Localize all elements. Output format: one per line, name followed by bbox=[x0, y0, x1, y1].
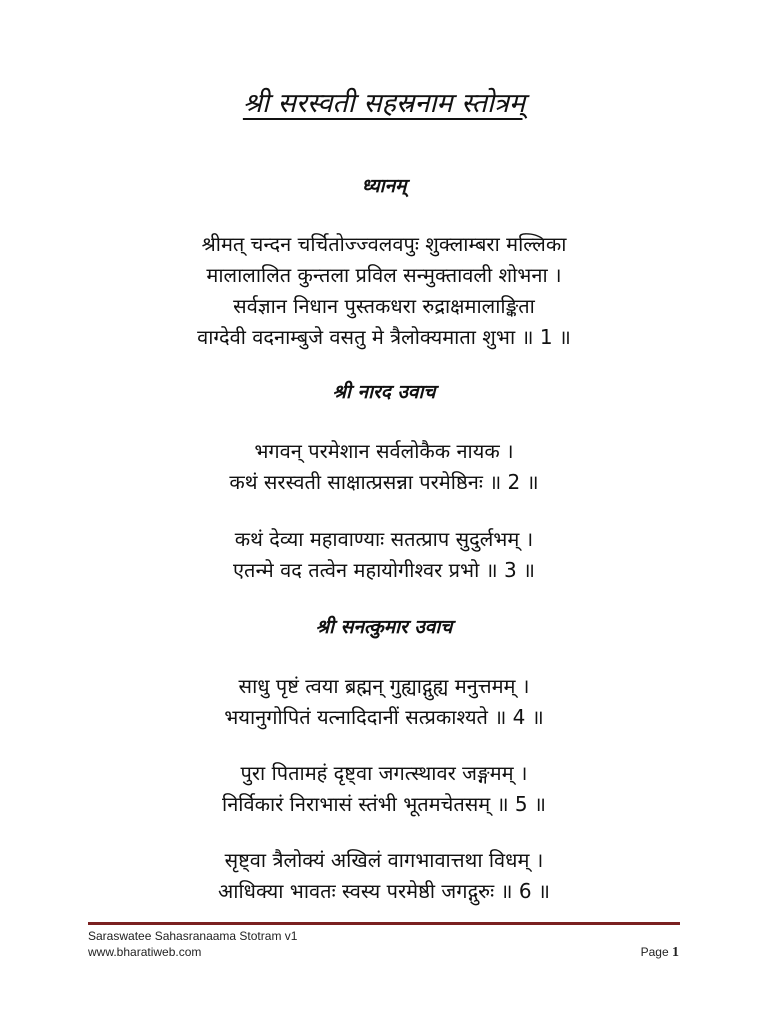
verse-line: निर्विकारं निराभासं स्तंभी भूतमचेतसम् ॥ 5 ॥ bbox=[222, 792, 546, 816]
verse-line: वाग्देवी वदनाम्बुजे वसतु मे त्रैलोक्यमाता शुभा ॥ 1 ॥ bbox=[197, 325, 571, 349]
section-heading-narada: श्री नारद उवाच bbox=[332, 381, 436, 403]
footer-page-number bbox=[641, 944, 679, 961]
verse-line: एतन्मे वद तत्वेन महायोगीश्वर प्रभो ॥ 3 ॥ bbox=[232, 558, 536, 582]
verse-line: साधु पृष्टं त्वया ब्रह्मन् गुह्याद्गुह्य मनुत्तमम् । bbox=[238, 674, 530, 698]
verse-line: भगवन् परमेशान सर्वलोकैक नायक । bbox=[254, 439, 514, 463]
verse-line: सर्वज्ञान निधान पुस्तकधरा रुद्राक्षमालाङ्किता bbox=[233, 294, 535, 318]
page-label: Page bbox=[640, 945, 669, 959]
verse-line: भयानुगोपितं यत्नादिदानीं सत्प्रकाश्यते ॥ 4 ॥ bbox=[224, 705, 544, 729]
verse-4 bbox=[0, 671, 768, 733]
page-number: 1 bbox=[672, 945, 679, 960]
footer-website-link[interactable]: www.bharatiweb.com bbox=[88, 945, 202, 959]
verse-line: पुरा पितामहं दृष्ट्वा जगत्स्थावर जङ्गमम् । bbox=[240, 761, 528, 785]
verse-3 bbox=[0, 524, 768, 586]
verse-line: कथं देव्या महावाण्याः सतत्प्राप सुदुर्लभम् । bbox=[234, 527, 534, 551]
section-heading-sanatkumara: श्री सनत्कुमार उवाच bbox=[315, 616, 453, 638]
page-title: श्री सरस्वती सहस्रनाम स्तोत्रम् bbox=[242, 88, 526, 119]
verse-6 bbox=[0, 845, 768, 907]
verse-1 bbox=[0, 229, 768, 353]
verse-2 bbox=[0, 436, 768, 498]
verse-line: श्रीमत् चन्दन चर्चितोज्ज्वलवपुः शुक्लाम्बरा मल्लिका bbox=[201, 232, 567, 256]
verse-5 bbox=[0, 758, 768, 820]
section-heading-dhyanam: ध्यानम् bbox=[361, 175, 407, 197]
verse-line: मालालालित कुन्तला प्रविल सन्मुक्तावली शोभना । bbox=[206, 263, 562, 287]
verse-line: आधिक्या भावतः स्वस्य परमेष्ठी जगद्गुरुः ॥ 6 ॥ bbox=[218, 879, 550, 903]
verse-line: सृष्ट्वा त्रैलोक्यं अखिलं वागभावात्तथा विधम् । bbox=[224, 848, 544, 872]
footer-document-title: Saraswatee Sahasranaama Stotram v1 bbox=[88, 929, 298, 943]
verse-line: कथं सरस्वती साक्षात्प्रसन्ना परमेष्ठिनः ॥ 2 ॥ bbox=[229, 470, 539, 494]
footer-divider bbox=[88, 922, 680, 925]
